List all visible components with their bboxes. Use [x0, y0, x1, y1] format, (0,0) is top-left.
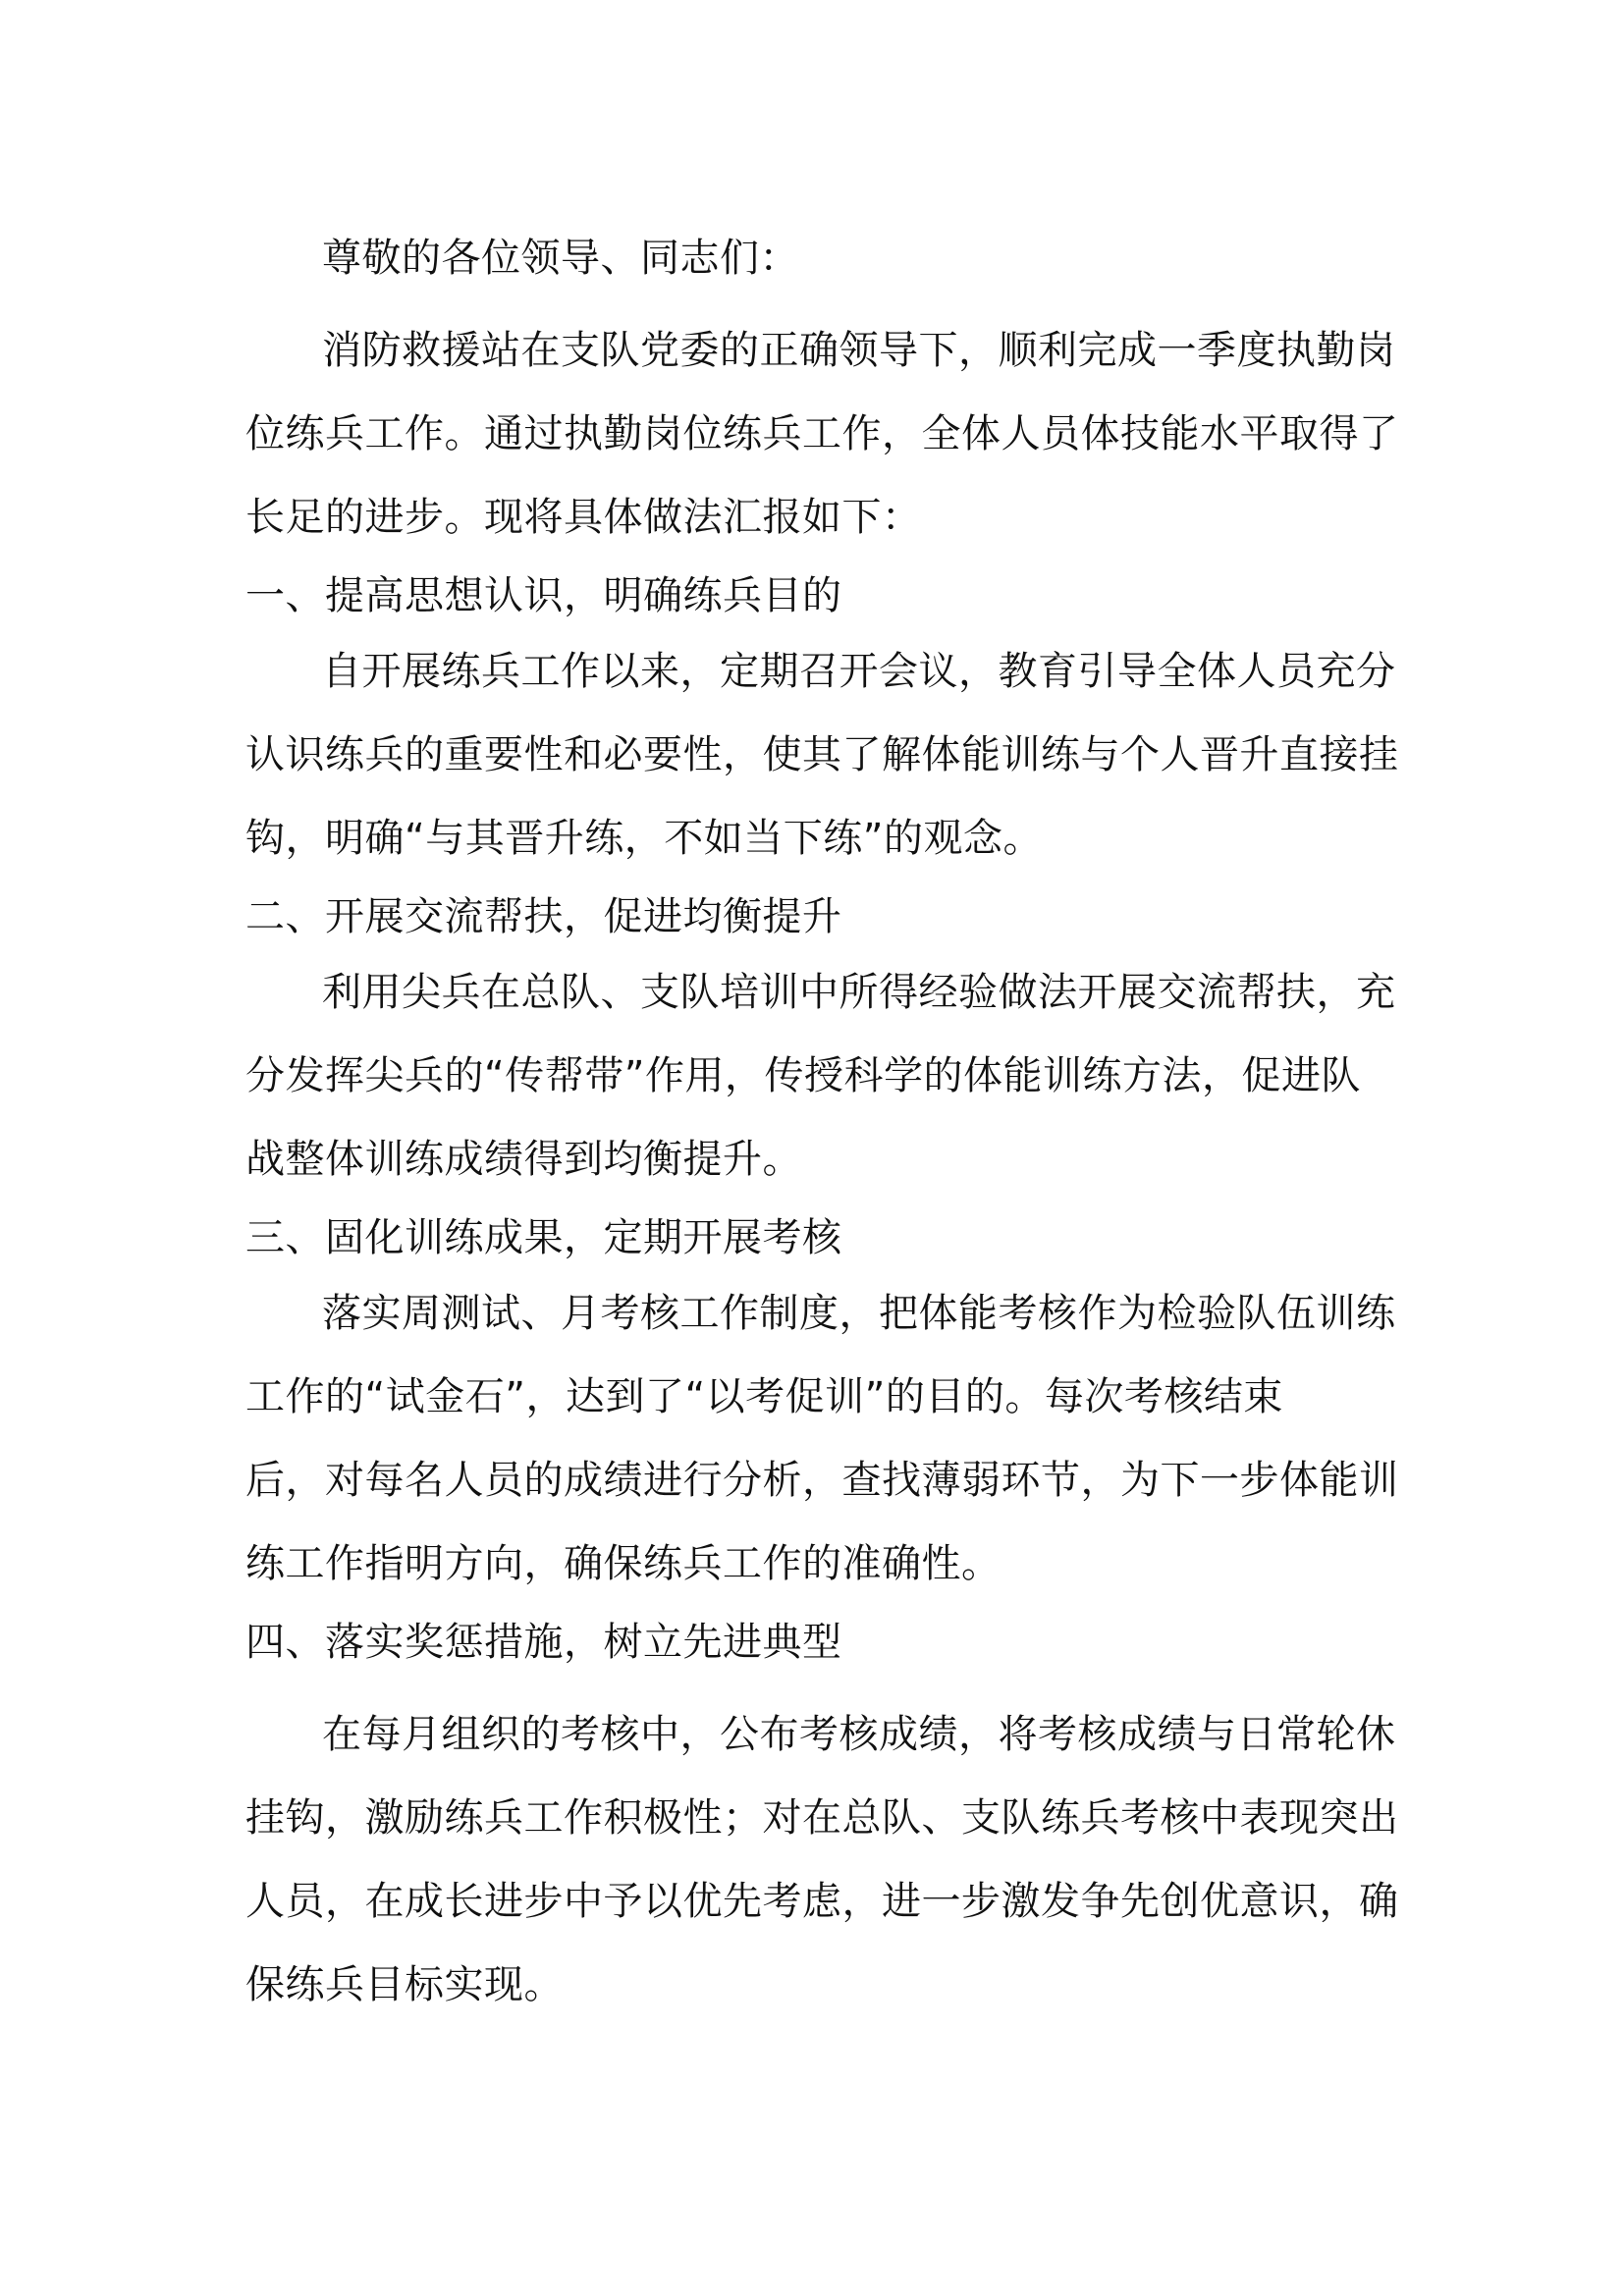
paragraph-line: 人员，在成长进步中予以优先考虑，进一步激发争先创优意识，确: [245, 1879, 1399, 1924]
section-heading: 三、固化训练成果，定期开展考核: [245, 1215, 842, 1260]
paragraph-line: 战整体训练成绩得到均衡提升。: [245, 1137, 802, 1182]
paragraph-line: 在每月组织的考核中，公布考核成绩，将考核成绩与日常轮休: [322, 1712, 1396, 1757]
paragraph-line: 落实周测试、月考核工作制度，把体能考核作为检验队伍训练: [322, 1291, 1396, 1336]
greeting: 尊敬的各位领导、同志们：: [322, 236, 799, 281]
document-page: [245, 0, 1399, 2296]
intro-line: 位练兵工作。通过执勤岗位练兵工作，全体人员体技能水平取得了: [245, 411, 1399, 456]
paragraph-line: 练工作指明方向，确保练兵工作的准确性。: [245, 1541, 1001, 1586]
paragraph-line: 挂钩，激励练兵工作积极性；对在总队、支队练兵考核中表现突出: [245, 1795, 1399, 1841]
intro-line: 长足的进步。现将具体做法汇报如下：: [245, 495, 922, 540]
paragraph-line: 自开展练兵工作以来，定期召开会议，教育引导全体人员充分: [322, 649, 1396, 694]
intro-line: 消防救援站在支队党委的正确领导下，顺利完成一季度执勤岗: [322, 328, 1396, 373]
paragraph-line: 后，对每名人员的成绩进行分析，查找薄弱环节，为下一步体能训: [245, 1458, 1399, 1503]
paragraph-line: 钩，明确“与其晋升练，不如当下练”的观念。: [245, 816, 1043, 861]
paragraph-line: 利用尖兵在总队、支队培训中所得经验做法开展交流帮扶，充: [322, 970, 1396, 1015]
paragraph-line: 工作的“试金石”，达到了“以考促训”的目的。每次考核结束: [245, 1374, 1283, 1419]
paragraph-line: 认识练兵的重要性和必要性，使其了解体能训练与个人晋升直接挂: [245, 732, 1399, 777]
paragraph-line: 保练兵目标实现。: [245, 1962, 564, 2007]
paragraph-line: 分发挥尖兵的“传帮带”作用，传授科学的体能训练方法，促进队: [245, 1053, 1361, 1098]
section-heading: 四、落实奖惩措施，树立先进典型: [245, 1620, 842, 1665]
section-heading: 二、开展交流帮扶，促进均衡提升: [245, 894, 842, 939]
section-heading: 一、提高思想认识，明确练兵目的: [245, 573, 842, 618]
